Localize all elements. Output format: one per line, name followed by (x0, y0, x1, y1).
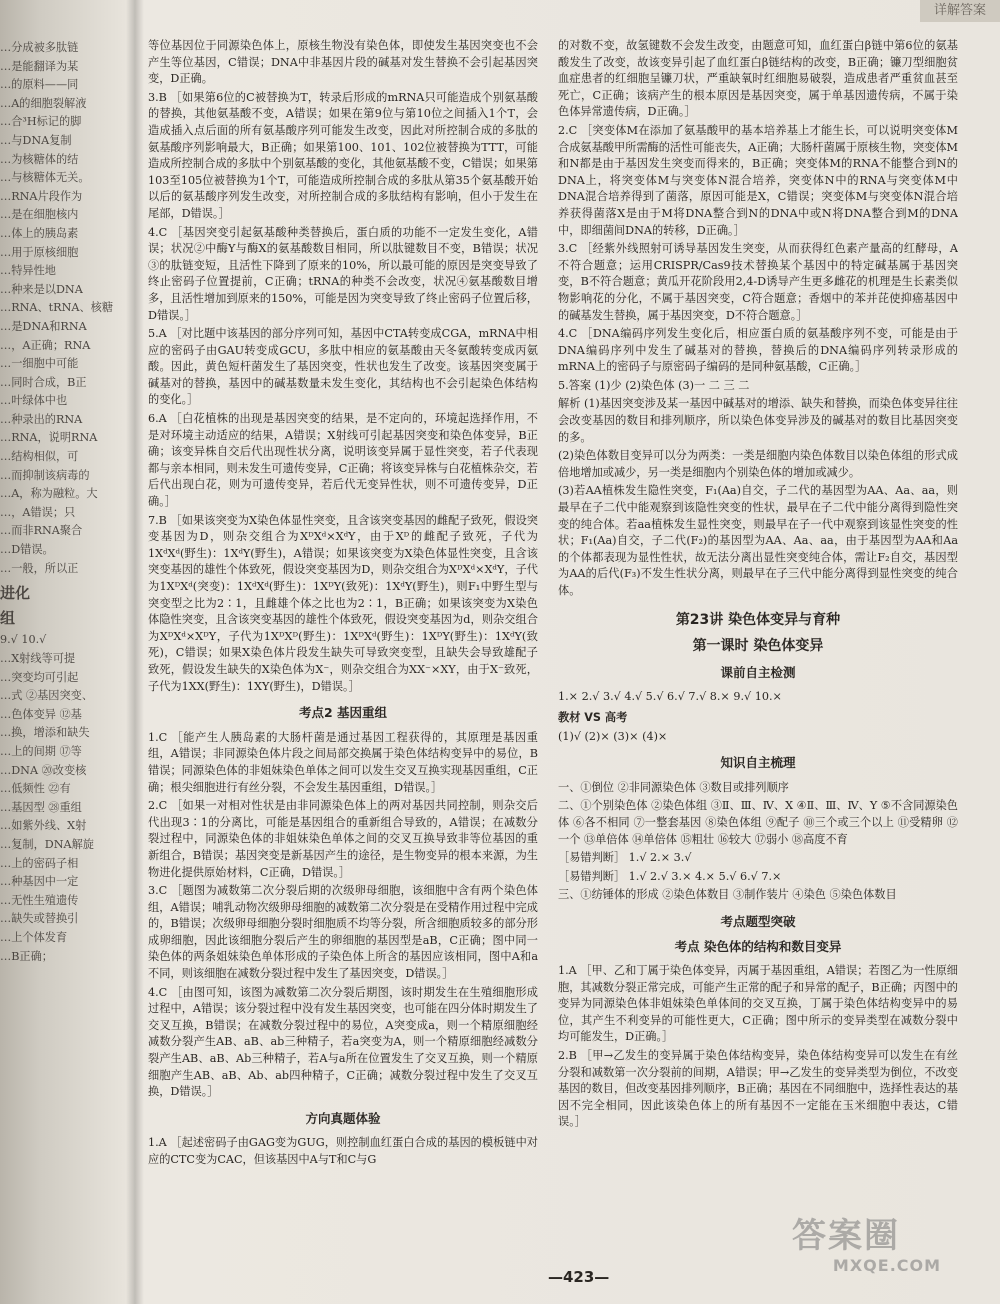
section-heading-breakthrough: 考点题型突破 (720, 913, 796, 929)
left-page-line: …换，增添和缺失 (0, 726, 90, 740)
answer-paragraph: (3)若AA植株发生隐性突变，F₁(Aa)自交，子二代的基因型为AA、Aa、aa，则最早在子二代中能观察到该隐性突变的性状，最早在子二代中能分离得到隐性突变的纯合体。若aa植株发生显性突变，则最早在子一代中观察到该显性突变的性状；F₁(Aa)自交，子二代(F₂)的基因型为AA、Aa、aa，由于基因型为AA和Aa的个体都表现为显性性状，故无法分离出显性突变纯合体，需让F₂自交，基因型为AA的后代(F₃)不发生性状分离，则最早在子三代中能分离得到显性突变的纯合体。 (558, 484, 958, 597)
left-page-line: …与核糖体无关。 (0, 171, 90, 185)
left-page-line: …，A正确；RNA (0, 338, 91, 352)
left-page-line: …A的细胞裂解液 (0, 96, 87, 110)
left-page-line: …基因型 ㉘重组 (0, 800, 82, 814)
left-page-line: …种基因中一定 (0, 875, 79, 889)
left-page-line: …色体变异 ⑫基 (0, 707, 82, 721)
section-heading-topic: 考点 染色体的结构和数目变异 (674, 938, 842, 954)
book-gutter (126, 0, 144, 1304)
left-page-line: …而非RNA聚合 (0, 524, 83, 538)
left-page-line: …体上的胰岛素 (0, 226, 79, 240)
left-page-line: …种录出的RNA (0, 412, 83, 426)
answer-paragraph: 1.A ［甲、乙和丁属于染色体变异，丙属于基因重组，A错误；若图乙为一性原细胞，其减数分裂正常完成，可能产生正常的配子和异常的配子，B正确；丙图中的变异为同源染色体非姐妹染色单体间的交叉互换，丁属于染色体结构变异中的易位，其产生不利变异的可能性更大，C正确；图中所示的变异类型在减数分裂中均可能发生，D正确。］ (558, 964, 958, 1044)
left-page-line: …结构相似，可 (0, 450, 79, 464)
answer-paragraph: 的对数不变，故氢键数不会发生改变，由题意可知，血红蛋白β链中第6位的氨基酸发生了改变，故该变异引起了血红蛋白β链结构的改变，B正确；镰刀型细胞贫血症患者的红细胞呈镰刀状，严重缺氧时红细胞易破裂，造成患者严重贫血甚至死亡，C正确；该病产生的根本原因是基因突变，属于单基因遗传病，不属于染色体异常遗传病，D正确。］ (558, 39, 958, 119)
page-number: —423— (548, 1268, 610, 1286)
left-page-line: 9.√ 10.√ (0, 633, 47, 647)
left-page-column (0, 40, 120, 1270)
left-page-line: …A，称为融粒。大 (0, 487, 98, 501)
left-page-line: …上的密码子相 (0, 856, 79, 870)
left-page-line: …而抑制该病毒的 (0, 468, 90, 482)
left-page-line: …是在细胞核内 (0, 208, 79, 222)
answer-paragraph: 4.C ［由图可知，该图为减数第二次分裂后期图，该时期发生在生殖细胞形成过程中，A错误；该分裂过程中没有发生基因突变，也可能在四分体时期发生了交叉互换，B错误；在减数分裂过程中的易位，A突变成a，则一个精原细胞经减数分裂产生AB、aB、ab三种精子，若a突变为A，则一个精原细胞经减数分裂产生AB、aB、Ab三种精子，若A与a所在位置发生了交叉互换，则一个精原细胞产生AB、aB、Ab、ab四种精子，C正确；减数分裂过程中发生了交叉互换，D错误。］ (148, 985, 538, 1099)
left-page-line: …合³H标记的脚 (0, 115, 82, 129)
answer-paragraph: 7.B ［如果该突变为X染色体显性突变，且含该突变基因的雌配子致死，假设突变基因为D，则杂交组合为XᴰXᵈ×XᵈY，由于Xᴰ的雌配子致死，子代为1XᵈXᵈ(野生)：1XᵈY(野生)，A错误；如果该突变为X染色体显性突变，且含该突变基因的雄性个体致死，假设突变基因为D，则杂交组合为XᴰXᵈ×XᵈY，子代为1XᴰXᵈ(突变)：1XᵈXᵈ(野生)：1XᴰY(致死)：1XᵈY(野生)，则F₁中野生型与突变型之比为2∶1，且雌雄个体之比也为2∶1，B正确；如果该突变为X染色体隐性突变，且含该突变基因的雄性个体致死，假设突变基因为d，则杂交组合为XᴰXᵈ×XᴰY，子代为1XᴰXᴰ(野生)：1XᴰXᵈ(野生)：1XᴰY(野生)：1XᵈY(致死)，C错误；如果X染色体片段发生缺失可导致突变型，且缺失会导致雄配子致死，假设发生缺失的X染色体为X⁻，则杂交组合为XX⁻×XY，由于X⁻致死，子代为1XX(野生)：1XY(野生)，D错误。］ (148, 513, 538, 693)
left-page-line: …RNA片段作为 (0, 189, 83, 203)
left-page-line: …缺失或替换引 (0, 912, 79, 926)
header-tab: 详解答案 (920, 0, 1000, 22)
textbook-answers: (1)√ (2)× (3)× (4)× (558, 729, 668, 743)
knowledge-line: 一、①倒位 ②非同源染色体 ③数目或排列顺序 (558, 780, 789, 794)
left-page-line: …B正确； (0, 949, 53, 963)
knowledge-line: 二、①个别染色体 ②染色体组 ③Ⅱ、Ⅲ、Ⅳ、X ④Ⅱ、Ⅲ、Ⅳ、Y ⑤不含同源染色体 ⑥各不相同 ⑦一整套基因 ⑧染色体组 ⑨配子 ⑩三个或三个以上 ⑪受精卵 ⑫一个 ⑬单倍体 ⑭单倍体 ⑮粗壮 ⑯较大 ⑰弱小 ⑱高度不育 (558, 799, 958, 846)
left-page-line: …一细胞中可能 (0, 357, 79, 371)
knowledge-line: 三、①纺锤体的形成 ②染色体数目 ③制作装片 ④染色 ⑤染色体数目 (558, 888, 897, 902)
left-page-line: …同时合成，B正 (0, 375, 87, 389)
left-page-line: …分成被多肽链 (0, 41, 79, 54)
left-page-line: …如紫外线、X射 (0, 819, 87, 833)
left-page-line: …的原料——同 (0, 78, 79, 92)
middle-column (148, 38, 538, 1263)
answer-paragraph: 3.C ［题图为减数第二次分裂后期的次级卵母细胞，该细胞中含有两个染色体组，A错误；哺乳动物次级卵母细胞的减数第二次分裂是在受精作用过程中完成的，B错误；次级卵母细胞分裂时细胞质不均等分裂，所含细胞质较多的部分形成卵细胞，因此该细胞分裂后产生的卵细胞的基因型是aB，C正确；图中同一染色体的两条姐妹染色单体形成的子染色体上所含的基因应该相同，图中A和a不同，则该细胞在减数分裂过程中发生了基因突变，D错误。］ (148, 884, 538, 981)
answer-paragraph: 1.A ［起述密码子由GAG变为GUG，则控制血红蛋白合成的基因的模板链中对应的CTC变为CAC，但该基因中A与T和C与G (148, 1136, 538, 1166)
left-page-line: …DNA ⑳改变核 (0, 763, 87, 777)
left-page-line: …上的间期 ⑰等 (0, 744, 82, 758)
left-page-line: …一般，所以正 (0, 561, 79, 575)
left-page-line: …与DNA复制 (0, 133, 72, 147)
answer-paragraph: 1.C ［能产生人胰岛素的大肠杆菌是通过基因工程获得的，其原理是基因重组，A错误；非同源染色体片段之间局部交换属于染色体结构变异中的易位，B错误；同源染色体的非姐妹染色单体之间可以发生交叉互换实现基因重组，C正确；根尖细胞进行有丝分裂，不会发生基因重组，D错误。］ (148, 730, 538, 794)
answer-paragraph: (2)染色体数目变异可以分为两类：一类是细胞内染色体数目以染色体组的形式成倍地增加或减少，另一类是细胞内个别染色体的增加或减少。 (558, 449, 958, 479)
answer-paragraph: 5.A ［对比题中该基因的部分序列可知，基因中CTA转变成CGA，mRNA中相应的密码子由GAU转变成GCU，多肽中相应的氨基酸由天冬氨酸转变成丙氨酸。因此，黄色短杆菌发生了基因突变，性状也发生了改变。该基因突变属于碱基对的替换，基因中的碱基数量未发生变化，其结构也不会引起染色体结构的变化。］ (148, 327, 538, 407)
section-heading-precheck: 课前自主检测 (720, 664, 796, 680)
left-page-line: …为核糖体的结 (0, 152, 79, 166)
answer-paragraph: 3.C ［经紫外线照射可诱导基因发生突变，从而获得红色素产量高的红酵母，A不符合题意；运用CRISPR/Cas9技术替换某个基因中的特定碱基属于基因突变，B不符合题意；黄瓜开花阶段用2,4-D诱导产生更多雌花的机理是生长素类似物影响花的分化，不属于基因突变，C符合题意；香烟中的苯并芘使抑癌基因中的碱基发生替换，属于基因突变，D不符合题意。］ (558, 242, 958, 322)
left-page-line: …复制，DNA解旋 (0, 837, 94, 851)
left-page-line: …X射线等可提 (0, 652, 76, 665)
left-page-line: …RNA、tRNA、核糖 (0, 301, 114, 315)
left-page-line: 进化 (0, 584, 31, 603)
answer-paragraph: 2.C ［突变体M在添加了氨基酸甲的基本培养基上才能生长，可以说明突变体M合成氨基酸甲所需酶的活性可能丧失，A正确；大肠杆菌属于原核生物，突变体M和N都是由于基因发生突变而得来的，B正确；突变体M的RNA不能整合到N的DNA上，将突变体M与突变体N混合培养，突变体N中的RNA与突变体M中DNA混合培养得到了菌落，原因可能是X，C错误；突变体M与突变体N混合培养获得菌落X是由于M将DNA整合到N的DNA中或N将DNA整合到M的DNA中，即细菌间DNA的转移，D正确。］ (558, 123, 958, 237)
section-heading-real-exam: 方向真题体验 (305, 1110, 381, 1126)
answer-paragraph: 2.C ［如果一对相对性状是由非同源染色体上的两对基因共同控制，则杂交后代出现3∶1的分离比，可能是基因组合的重新组合导致的，A错误；在减数分裂过程中，同源染色体的非姐妹染色单体之间的交叉互换导致非等位基因的重新组合，B错误；基因突变是新基因产生的途径，是生物变异的根本来源，为生物进化提供原始材料，C正确，D错误。］ (148, 799, 538, 879)
left-page-line: …是能翻译为某 (0, 59, 79, 73)
answer-paragraph: 解析 (1)基因突变涉及某一基因中碱基对的增添、缺失和替换，而染色体变异往往会改变基因的数目和排列顺序，所以染色体变异涉及的碱基对的数目比基因突变的多。 (558, 397, 958, 444)
left-page-line: …上个体发育 (0, 930, 68, 944)
lesson-title: 第23讲 染色体变异与育种 (675, 611, 841, 628)
section-heading-gene-recombination: 考点2 基因重组 (298, 705, 388, 721)
answer-paragraph: 2.B ［甲→乙发生的变异属于染色体结构变异，染色体结构变异可以发生在有丝分裂和减数第一次分裂前的间期，A错误；甲→乙发生的变异类型为倒位，不改变基因的数目，但改变基因排列顺序，B正确；基因在不同细胞中，选择性表达的基因不完全相同，因此该染色体上的所有基因不一定能在玉米细胞中表达，C错误。］ (558, 1049, 958, 1129)
left-page-line: …用于原核细胞 (0, 245, 79, 259)
watermark (792, 1216, 982, 1286)
left-page-line: …，A错误；只 (0, 505, 76, 519)
precheck-answers: 1.× 2.√ 3.√ 4.√ 5.√ 6.√ 7.√ 8.× 9.√ 10.× (558, 690, 782, 704)
watermark-url: MXQE.COM (832, 1256, 942, 1275)
left-page-line: …RNA，说明RNA (0, 431, 98, 445)
answer-paragraph: 等位基因位于同源染色体上，原核生物没有染色体，即使发生基因突变也不会产生等位基因，C错误；DNA中非基因片段的碱基对发生替换不会引起基因突变，D正确。 (148, 39, 538, 86)
left-page-line: …种来是以DNA (0, 282, 83, 296)
section-heading-knowledge: 知识自主梳理 (720, 755, 796, 771)
left-page-line: …突变均可引起 (0, 670, 79, 684)
left-page-line: …叶绿体中也 (0, 394, 68, 408)
left-page-line: …特异性地 (0, 264, 56, 278)
lesson-part-title: 第一课时 染色体变异 (692, 638, 824, 655)
knowledge-line: ［易错判断］ 1.√ 2.× 3.√ (558, 851, 692, 865)
answer-paragraph: 4.C ［DNA编码序列发生变化后，相应蛋白质的氨基酸序列不变，可能是由于DNA编码序列中发生了碱基对的替换，替换后的DNA编码序列转录形成的mRNA上的密码子与原密码子编码的是同种氨基酸，C正确。］ (558, 327, 958, 374)
left-page-line: …无性生殖遗传 (0, 893, 79, 907)
left-page-line: …是DNA和RNA (0, 319, 87, 333)
textbook-vs-exam-label: 教材 VS 高考 (558, 710, 628, 724)
knowledge-line: ［易错判断］ 1.√ 2.√ 3.× 4.× 5.√ 6.√ 7.× (558, 869, 782, 883)
right-column (558, 38, 958, 1263)
watermark-logo-icon: 答案圈 (792, 1216, 900, 1256)
left-page-line: …式 ②基因突变、 (0, 689, 94, 703)
left-page-line: …低频性 ㉒有 (0, 782, 71, 796)
answer-paragraph: 6.A ［白花植株的出现是基因突变的结果，是不定向的，环境起选择作用，不是对环境主动适应的结果，A错误；X射线可引起基因突变和染色体变异，B正确；该变异株自交后代出现性状分离，说明该变异属于显性突变，若子代表现都与亲本相同，则未发生可遗传变异，C正确；将该变异株与白花植株杂交，若后代出现白花，则为可遗传变异，若后代无变异性状，则不可遗传变异，D正确。］ (148, 412, 538, 509)
answer-paragraph: 3.B ［如果第6位的C被替换为T，转录后形成的mRNA只可能造成个别氨基酸的替换，其他氨基酸不变，A错误；如果在第9位与第10位之间插入1个T，会造成插入点后面的所有氨基酸序列可能发生改变，因此对所控制合成的多肽的氨基酸序列影响最大，B正确；如果第100、101、102位被替换为TTT，可能造成所控制合成的多肽中个别氨基酸的变化，其他氨基酸不变，C错误；如果第103至105位被替换为1个T，可能造成所控制合成的多肽从第35个氨基酸开始以后的氨基酸序列发生改变，对所控制合成的多肽结构有影响，但小于发生在尾部，D错误。］ (148, 90, 538, 220)
left-page-line: 组 (0, 608, 16, 627)
left-page-line: …D错误。 (0, 543, 54, 557)
answer-paragraph: 4.C ［基因突变引起氨基酸种类替换后，蛋白质的功能不一定发生变化，A错误；状况②中酶Y与酶X的氨基酸数目相同，所以肽键数目不变，B错误；状况③的肽链变短，且活性下降到了原来的10%，所以最可能的原因是突变导致了终止密码子位置提前，C正确；tRNA的种类不会改变，状况④氨基酸数目增多，且活性增加到原来的150%，可能是因为突变导致了终止密码子位置后移，D错误。］ (148, 225, 538, 322)
answer-paragraph: 5.答案 (1)少 (2)染色体 (3)一 二 三 二 (558, 378, 750, 392)
